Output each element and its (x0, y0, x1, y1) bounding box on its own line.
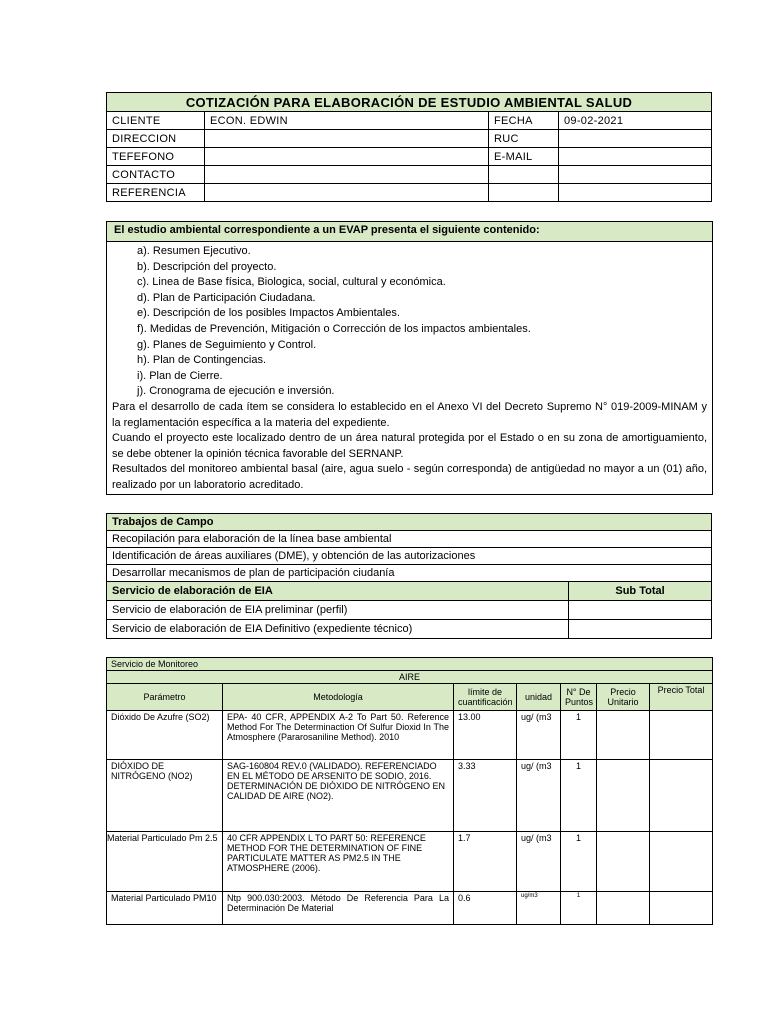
col-limit: límite de cuantificación (454, 684, 517, 711)
limit-cell: 3.33 (454, 760, 517, 832)
method-cell: SAG-160804 REV.0 (VALIDADO). REFERENCIADO EN EL MÉTODO DE ARSENITO DE SODIO, 2016. DETERMINACIÓN DE DIÓXIDO DE NITRÓGENO EN CALIDAD DE AIRE (NO2). (223, 760, 454, 832)
col-unit: unidad (517, 684, 561, 711)
list-item: a). Resumen Ejecutivo. (137, 245, 251, 257)
points-cell: 1 (561, 711, 597, 760)
ruc-value (559, 130, 712, 148)
date-value: 09-02-2021 (559, 112, 712, 130)
monitoring-header: Servicio de Monitoreo (107, 658, 713, 671)
client-label: CLIENTE (107, 112, 205, 130)
points-cell: 1 (561, 760, 597, 832)
table-row (107, 832, 713, 892)
table-row: Identificación de áreas auxiliares (DME), y obtención de las autorizaciones (107, 548, 712, 565)
study-content-list (107, 242, 712, 400)
list-item: d). Plan de Participación Ciudadana. (137, 291, 316, 304)
decree-paragraph: Para el desarrollo de cada ítem se considera lo establecido en el Anexo VI del Decreto Supremo N° 019-2009-MINAM y la reglamentación específica a la materia del expediente. (112, 400, 707, 429)
date-label: FECHA (489, 112, 559, 130)
subtotal-header: Sub Total (569, 582, 712, 601)
list-item: i). Plan de Cierre. (137, 369, 223, 382)
param-cell: Material Particulado Pm 2.5 (107, 832, 223, 892)
table-row: Servicio de elaboración de EIA Definitivo (expediente técnico) (107, 620, 569, 639)
contact-extra-value (559, 166, 712, 184)
col-points: N° De Puntos (561, 684, 597, 711)
phone-row (107, 148, 712, 166)
unit-price-cell (597, 711, 650, 760)
limit-cell: 13.00 (454, 711, 517, 760)
eia-service-header: Servicio de elaboración de EIA (107, 582, 569, 601)
phone-label: TEFEFONO (107, 148, 205, 166)
client-value: ECON. EDWIN (205, 112, 489, 130)
ruc-label: RUC (489, 130, 559, 148)
email-label: E-MAIL (489, 148, 559, 166)
unit-cell: ug/ (m3 (517, 832, 561, 892)
unit-cell: ug/m3 (517, 892, 561, 925)
subtotal-cell (569, 620, 712, 639)
reference-value (205, 184, 489, 202)
param-cell: Material Particulado PM10 (107, 892, 223, 925)
unit-cell: ug/ (m3 (517, 760, 561, 832)
list-item: h). Plan de Contingencias. (137, 354, 267, 367)
limit-cell: 1.7 (454, 832, 517, 892)
list-item: b). Descripción del proyecto. (137, 260, 277, 273)
limit-cell: 0.6 (454, 892, 517, 925)
reference-extra-value (559, 184, 712, 202)
address-value (205, 130, 489, 148)
study-content-header: El estudio ambiental correspondiente a un EVAP presenta el siguiente contenido: (107, 222, 712, 242)
client-info-table (106, 92, 712, 202)
contact-label: CONTACTO (107, 166, 205, 184)
total-price-cell (650, 760, 713, 832)
table-row (107, 892, 713, 925)
col-methodology: Metodología (223, 684, 454, 711)
column-header-row (107, 684, 713, 711)
reference-label: REFERENCIA (107, 184, 205, 202)
phone-value (205, 148, 489, 166)
unit-cell: ug/ (m3 (517, 711, 561, 760)
list-item: j). Cronograma de ejecución e inversión. (137, 385, 335, 398)
protected-area-paragraph: Cuando el proyecto este localizado dentro de un área natural protegida por el Estado o en su zona de amortiguamiento, se debe obtener la opinión técnica favorable del SERNANP. (112, 432, 707, 460)
document-title: COTIZACIÓN PARA ELABORACIÓN DE ESTUDIO AMBIENTAL SALUD (107, 93, 712, 112)
email-value (559, 148, 712, 166)
contact-row (107, 166, 712, 184)
table-row (107, 711, 713, 760)
unit-price-cell (597, 892, 650, 925)
method-cell: 40 CFR APPENDIX L TO PART 50: REFERENCE METHOD FOR THE DETERMINATION OF FINE PARTICULATE MATTER AS PM2.5 IN THE ATMOSPHERE (2006). (223, 832, 454, 892)
field-work-header: Trabajos de Campo (107, 514, 712, 531)
reference-row (107, 184, 712, 202)
list-item: f). Medidas de Prevención, Mitigación o Corrección de los impactos ambientales. (137, 322, 531, 335)
total-price-cell (650, 832, 713, 892)
method-cell: Ntp 900.030:2003. Método De Referencia Para La Determinación De Material (223, 892, 454, 925)
contact-extra-label (489, 166, 559, 184)
list-item: g). Planes de Seguimiento y Control. (137, 338, 317, 351)
points-cell: 1 (561, 892, 597, 925)
table-row (107, 760, 713, 832)
col-parameter: Parámetro (107, 684, 223, 711)
param-cell: Dióxido De Azufre (SO2) (107, 711, 223, 760)
subtotal-cell (569, 601, 712, 620)
field-work-table (106, 513, 712, 639)
monitoring-results-paragraph: Resultados del monitoreo ambiental basal (aire, agua suelo - según corresponda) de antigüedad no mayor a un (01) año, realizado por un laboratorio acreditado. (112, 463, 707, 491)
air-section-header: AIRE (107, 671, 713, 684)
total-price-cell (650, 711, 713, 760)
method-cell: EPA- 40 CFR, APPENDIX A-2 To Part 50. Reference Method For The Determinaction Of Sulfur Dioxid In The Atmosphere (Pararosaniline Method). 2010 (223, 711, 454, 760)
param-cell: DIÓXIDO DE NITRÓGENO (NO2) (107, 760, 223, 832)
client-row (107, 112, 712, 130)
total-price-cell (650, 892, 713, 925)
list-item: c). Linea de Base física, Biologica, social, cultural y económica. (137, 276, 446, 289)
contact-value (205, 166, 489, 184)
points-cell: 1 (561, 832, 597, 892)
reference-extra-label (489, 184, 559, 202)
col-unit-price: Precio Unitario (597, 684, 650, 711)
table-row: Servicio de elaboración de EIA preliminar (perfil) (107, 601, 569, 620)
unit-price-cell (597, 832, 650, 892)
address-label: DIRECCION (107, 130, 205, 148)
table-row: Recopilación para elaboración de la línea base ambiental (107, 531, 712, 548)
address-row (107, 130, 712, 148)
monitoring-table (106, 657, 713, 925)
study-content-box (106, 221, 713, 495)
col-total-price: Precio Total (650, 684, 713, 711)
list-item: e). Descripción de los posibles Impactos Ambientales. (137, 307, 400, 320)
table-row: Desarrollar mecanismos de plan de participación ciudanía (107, 565, 712, 582)
unit-price-cell (597, 760, 650, 832)
